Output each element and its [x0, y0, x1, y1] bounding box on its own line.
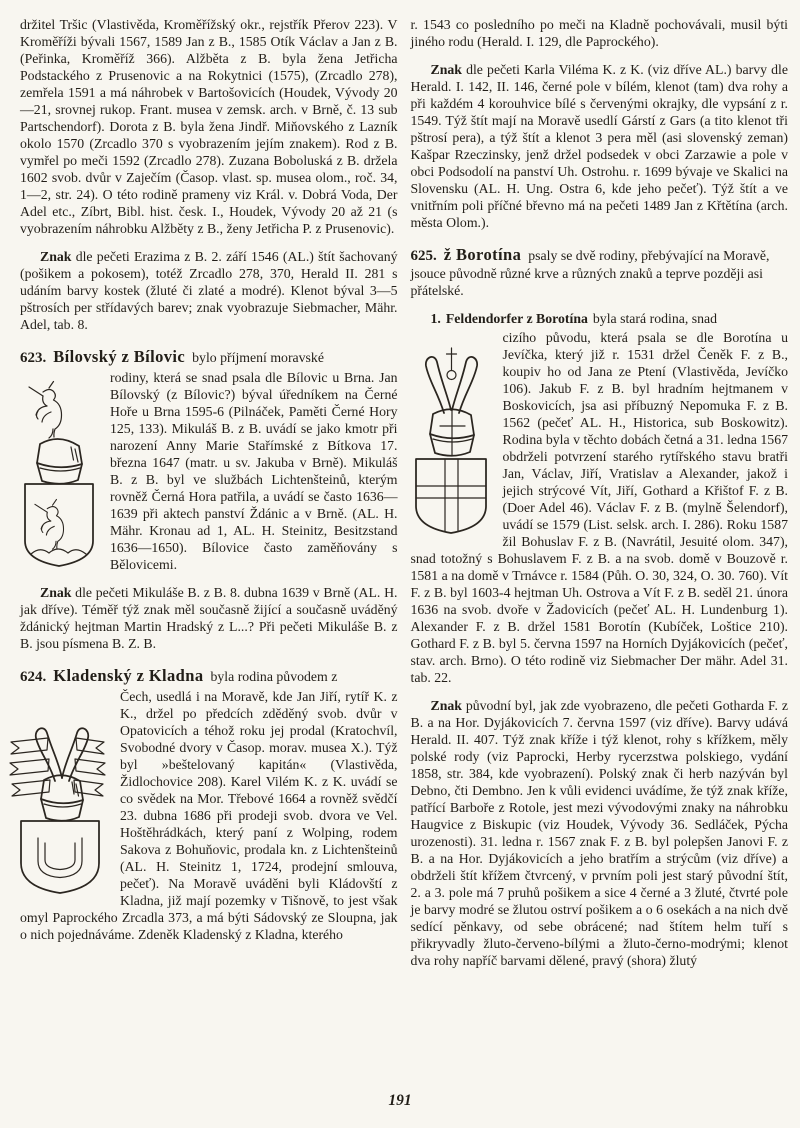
text-columns: [20, 16, 788, 969]
unicorn-crest: [29, 382, 62, 439]
znak-paragraph-bobolusky: [20, 248, 398, 333]
sub-entry-heading-feldendorfer: [411, 310, 789, 327]
unicorn-charge: [35, 499, 64, 549]
horns-and-pennants-coat-of-arms-icon: [6, 692, 108, 897]
horns-crest: [36, 728, 89, 781]
pennant-flags-right: [74, 738, 105, 796]
cross-horizontal-bars: [416, 486, 486, 498]
entry-body-text: Čech, usedlá i na Moravě, kde Jan Jiří, rytíř K. z K., držel po předcích zděděný svob. dvůr v Opatovicích a téhož roku jej prodal (Kratochvíl, Svobodné dvory v Časop. morav. musea X.). Týž byl »beštelovaný kapitán« (Vlastivěda, Židlochovice 208). Karel Vilém K. z K. uvádí se co svědek na Mor. Třebové 1664 a rovněž svědčí 23. dubna 1686 při prodeji svob. dvora ve Vel. Hoštěhrádkách, který paní z Wolping, rodem Sakova z Bohuňovic, prodala kn. z Lichtenšteinů (AL. H. Steinitz 1, 1724, prodejní smlouva, pečeť). Na Moravě uváděni byli Kládovští z Kladna, již mají pozemky v Tišnově, to jest však omyl Paprockého Zrcadla 373, a má býti Sádovský ze Sloupna, jak o nich pojednáváme. Zdeněk Kladenský z Kladna, kterého: [20, 689, 398, 942]
entry-number: 623.: [20, 350, 47, 366]
cross-vertical-bars: [445, 459, 458, 531]
sub-entry-body-text: cizího původu, která psala se dle Borotína u Jevíčka, který již r. 1531 držel Čeněk F. z B., koupiv ho od Jana ze Ptení (Vlastivěda, Jevíčko 106). Jakub F. z B. byl hradním hejtmanem v Boskovicích, jsa asi příbuzný Nepomuka F. z B. 1562 (pečeť AL. H., Historica, sub Boskowitz). Rodina byla v těchto dobách četná a 31. ledna 1567 obdrželi potvrzení starého rytířského stavu bratři Jan, Václav, Jiří, Vratislav a Alexander, jakož i jejich strýcové Vít, Jiří, Gothard a Křištof F. z B. (Doer Adel 46). Václav F. z B. (mylně Šelendorf), uvádí se 1579 (List. selsk. arch. I. 286). Roku 1587 žil Bohuslav F. z B. (Navrátil, Jesuité olom. 347), snad totožný s Bohuslavem F. z B. a na svob. domě v Bouzově r. 1581 a na domě v Trnávce r. 1584 (Půh. O. 30, 324, O. 30. 760). Vít F. z B. byl 1603-4 hejtman Uh. Ostrova a Vít F. z B. seděl 21. února 1636 na svob. dvoře v Žadovicích (pečeť AL. H. Lundenburg 1). Alexander F. z B. držel 1581 Borotín (Kubíček, Loštice 210). Gothard F. z B. byl 5. června 1597 na Horních Dyjákovicích (pečeť, stav. arch. Brno). O této rodině viz Siebmacher Der mähr. Adel 31. tab. 22.: [410, 330, 788, 685]
znak-text: dle pečeti Erazima z B. 2. září 1546 (AL.) štít šachovaný (pošikem a pokosem), totéž Zrcadlo 278, 370, Herald II. 281 s udáním barvy kostek (žluté či zlaté a modré). Klenot býval 3—5 pštrosích per střídavých barev; znak vyobrazuje Siebmacher, Mähr. Adel, tab. 8.: [20, 249, 398, 332]
entry-number: 624.: [20, 669, 47, 685]
coat-of-arms-bilovsky-figure: [20, 373, 98, 569]
entry-heading-tail: bylo příjmení moravské: [192, 350, 324, 365]
znak-lead-word: Znak: [430, 62, 462, 77]
continuation-paragraph: držitel Tršic (Vlastivěda, Kroměřížský okr., rejstřík Přerov 223). V Kroměříži bývali 1567, 1589 Jan z B., 1585 Otík Václav a Jan z B. (Peřinka, Kroměříž 366). Alžběta z B. byla žena Jetřicha Podstackého z Prusenovic a na Rokytnici (1575), (Zrcadlo 278), zemřela 1591 a má náhrobek v Bartošovicích (Houdek, Vývody 20—21, srovnej rukop. Frant. musea v zemsk. arch. v Brně, č. 13 sub Partschendorf). Dorota z B. byla žena Jindř. Miňovského z Lazník okolo 1570 (Zrcadlo 370 s vyobrazením jejím znakem). Rod z B. vymřel po meči 1592 (Zrcadlo 278). Zuzana Boboluská z B. držela 1602 svob. dvůr v Zaječím (Časop. vlast. sp. musea olom., roč. 34, 1—2, str. 24). O této rodině prameny viz Král. v. Dobrá Voda, Der Adel etc., Zíbrt, Bibl. hist. česk. I., Houdek, Vývody 20 až 21 (s vyobrazením náhrobku Alžběty z B., ženy Jetřicha P. z Prusenovic).: [20, 17, 398, 236]
continuation-paragraph: r. 1543 co posledního po meči na Kladně pochovávali, musil býti jiného rodu (Herald. I. 129, dle Paprockého).: [410, 17, 788, 49]
shield: [416, 459, 486, 533]
horseshoe-charge-inner: [45, 843, 75, 870]
entry-name: Bílovský z Bílovic: [53, 347, 186, 366]
sub-entry-heading-tail: byla stará rodina, snad: [592, 311, 718, 326]
entry-heading-tail: byla rodina původem z: [210, 669, 338, 684]
entry-name: ž Borotína: [443, 245, 522, 264]
znak-text: dle pečeti Karla Viléma K. z K. (viz dříve AL.) barvy dle Herald. I. 142, II. 146, černé pole v bílém, klenot (tam) dva rohy a při každém 4 korouhvice bílé s červenými okrajky, dle vypsání z r. 1549. Týž štít mají na Moravě usedlí Gárstí z Gars (a tito klenot tři pštrosí pera), a týž štít a klenot 3 pera měl (asi slovenský zeman) Kašpar Rzeczinsky, jenž držel podsedek v obci Zarzawie a pole v obci Podsodolí na panství Uh. Ostrohu. r. 1699 bývaje ve Skalici na Slovensku (AL. H. Ung. Ostra 6, kde jeho pečeť). Týž štít a ve vnitřním poli příčné břevno má na pečeti 1489 Jan z Křtětína (arch. města Olom.).: [410, 62, 788, 230]
entry-body-text: rodiny, která se snad psala dle Bílovic u Brna. Jan Bílovský (z Bílovic?) býval úředníkem na Černé Hoře u Brna 1595-6 (Pilnáček, Paměti Černé Hory 125, 133). Mikuláš B. z B. uvádí se jako kmotr při narození Anny Marie Stařímské z Bítkova 17. března 1647 (matr. u sv. Jakuba v Brně). Mikuláš B. z B. byl ve službách Lichtenšteinů, kterým rovněž Černá Hora patřila, a uvádí se často 1636—1639 při aktech panství Ždánic a v Brně. (AL. H. Mähr. Kronau ad 1, AL. H. Steinitz, Besitzstand 1636—1650). Bílovice často zaměňovány s Bělovicemi.: [110, 370, 398, 572]
entry-intro-text: psaly se dvě rodiny, přebývající na Moravě, jsouce původně různé krve a různých znaků a teprve později asi přátelské.: [410, 248, 770, 298]
entry-heading-625: [411, 246, 789, 299]
sub-entry-body-feldendorfer: [411, 329, 789, 686]
cross-quartered-coat-of-arms-icon: [411, 333, 491, 538]
great-helm: [37, 439, 82, 484]
pennant-flags-left: [10, 738, 50, 796]
shield: [25, 484, 93, 566]
coat-of-arms-kladensky-figure: [6, 692, 108, 897]
entry-body-624: [20, 688, 398, 943]
orb-and-cross-crest: [446, 348, 456, 380]
coat-of-arms-feldendorfer-figure: [411, 333, 491, 538]
entry-body-623: [20, 369, 398, 573]
znak-paragraph-623: [20, 584, 398, 652]
page-number: 191: [388, 1092, 412, 1109]
unicorn-crest-coat-of-arms-icon: [20, 373, 98, 569]
entry-name: Kladenský z Kladna: [53, 666, 204, 685]
great-helm: [430, 409, 474, 456]
znak-text: dle pečeti Mikuláše B. z B. 8. dubna 1639 v Brně (AL. H. jak dříve). Téměř týž znak měl současně žijící a současně uváděný ždánický hejtman Martin Hradský z L...? Při pečeti Mikuláše B. z B. jsou písmena B. Z. B.: [20, 585, 398, 651]
sub-entry-name: Feldendorfer z Borotína: [445, 311, 588, 326]
znak-paragraph-kladensky: [411, 61, 789, 231]
entry-number: 625.: [410, 248, 437, 264]
znak-lead-word: Znak: [40, 585, 72, 600]
sub-entry-number: 1.: [430, 311, 441, 326]
znak-text: původní byl, jak zde vyobrazeno, dle pečeti Gotharda F. z B. a na Hor. Dyjákovicích 7. června 1597 (viz dříve). Barvy udává Herald. II. 407. Týž znak kříže i týž klenot, rohy s křížkem, měly polské rody (viz Paprocki, Herby rycerzstwa polskiego, vydání 1858, str. 384, kde vyobrazení). Polský znak či herb nazýván byl Debno, čti Dembno. Jen k vůli evidenci uvádíme, že týž znak kříže, patřící Barboře z Rotole, jest mezi vývodovými znaky na náhrobku Haugvice z Biskupic (viz Houdek, Vývody 36. Sedláček, Pýcha urozenosti). 31. ledna r. 1567 znak F. z B. byl polepšen Janovi F. z B. a na Hor. Dyjákovicích a jeho bratřím a strýcům (viz dříve) a obdrželi štít křížem čtvrcený, v prvním poli jest starý původní štít, 2. a 3. pole má 7 pruhů pošikem a sice 4 černé a 3 žluté, čtvrté pole je barvy modré se žlutou ostrví pošikem a o 6 osekách a na nich dvě sedící pěnkavy, od sebe obrácené; nad štítem helm tuří s přikryvadly žluto-červeno-bílými a žluto-černo-modrými; klenot dva rohy napříč barvami dělené, pravý (shora) žlutý: [410, 698, 788, 968]
great-helm: [41, 775, 83, 821]
entry-heading-624: [20, 667, 398, 686]
entry-heading-623: [20, 348, 398, 367]
right-column: [411, 16, 789, 969]
znak-paragraph-borotin: [411, 697, 789, 969]
shield: [21, 821, 99, 893]
znak-lead-word: Znak: [430, 698, 462, 713]
znak-lead-word: Znak: [40, 249, 72, 264]
left-column: [20, 16, 398, 969]
